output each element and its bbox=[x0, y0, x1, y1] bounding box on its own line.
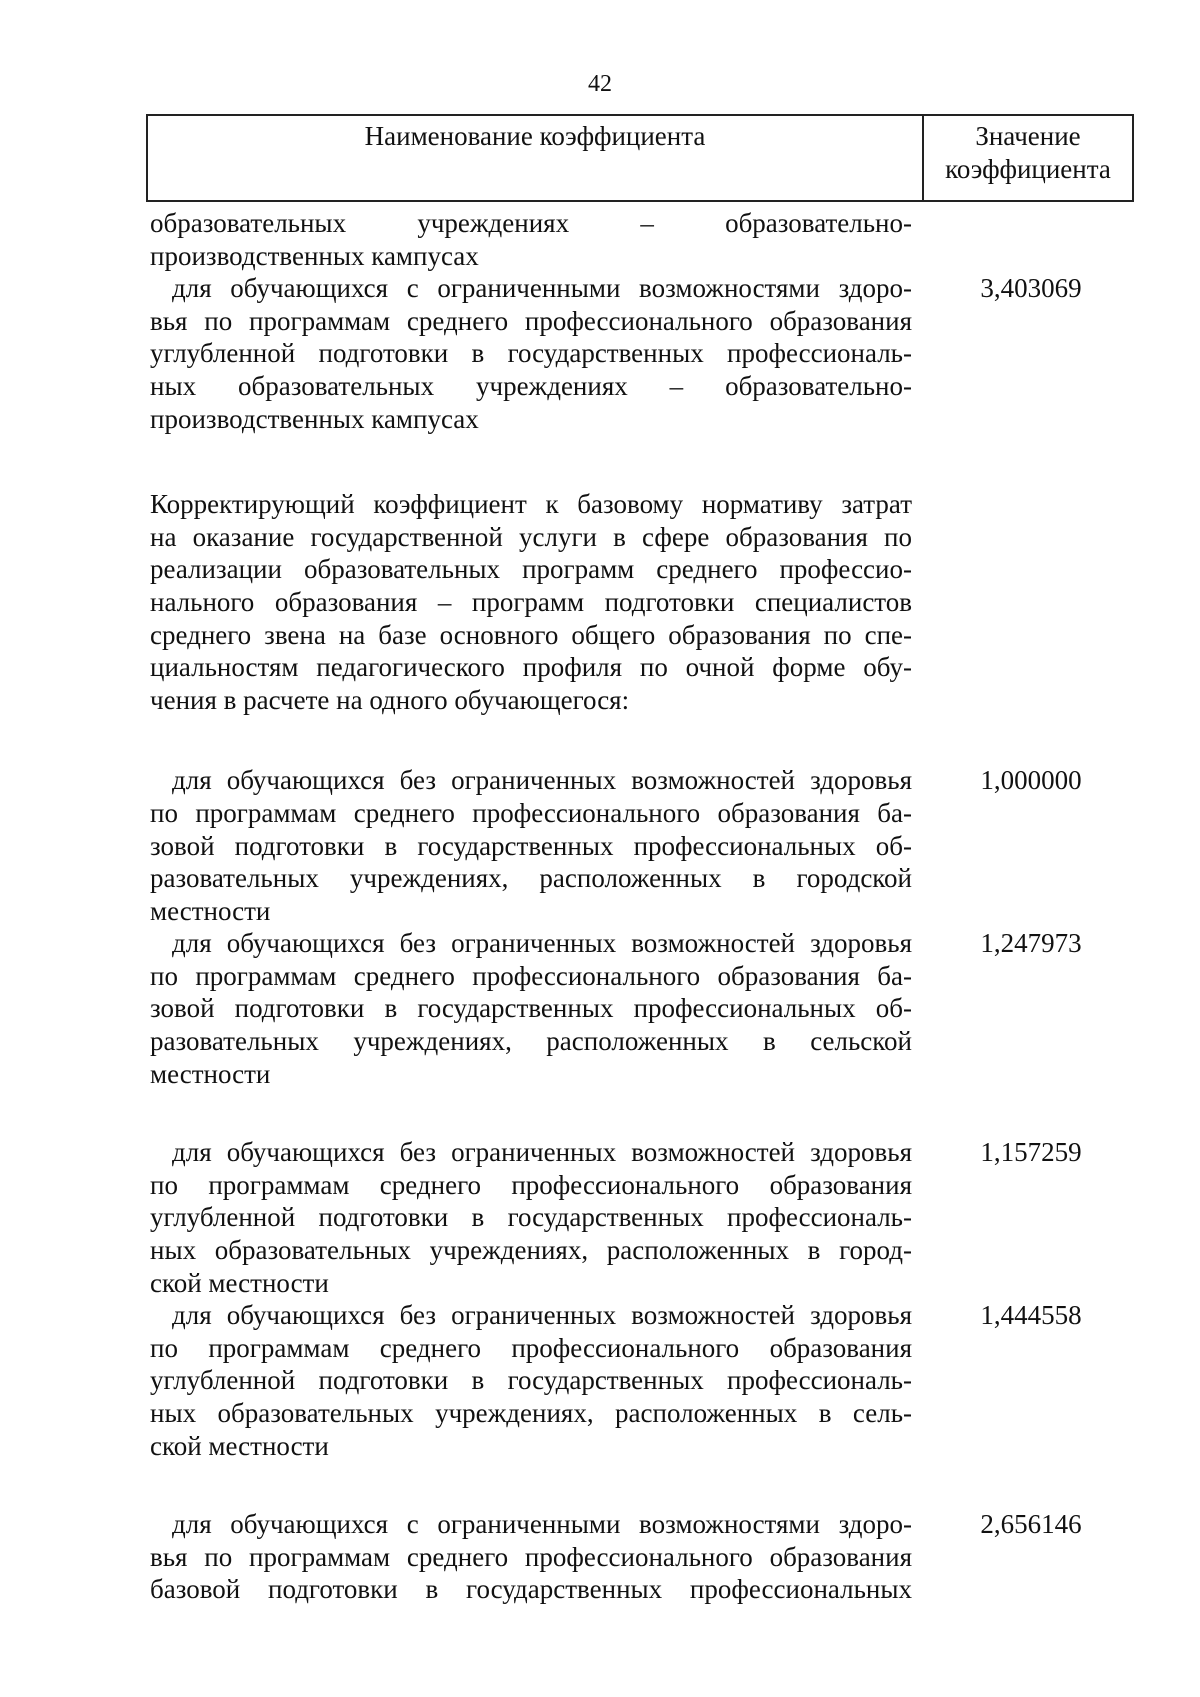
coefficient-value: 1,000000 bbox=[980, 765, 1082, 796]
name-line: ской местности bbox=[150, 1430, 329, 1461]
table-row bbox=[150, 927, 1150, 1090]
name-line: вья по программам среднего профессионального образования bbox=[150, 1541, 912, 1572]
coefficient-value: 3,403069 bbox=[980, 273, 1082, 304]
name-line: реализации образовательных программ среднего профессио- bbox=[150, 554, 912, 585]
name-line: циальностям педагогического профиля по очной форме обу- bbox=[150, 652, 912, 683]
name-line: местности bbox=[150, 1058, 271, 1089]
coefficient-name bbox=[150, 764, 912, 927]
table-body bbox=[150, 207, 1150, 1606]
name-line: ской местности bbox=[150, 1267, 329, 1298]
name-line: по программам среднего профессионального образования ба- bbox=[150, 797, 912, 828]
spacer bbox=[150, 1090, 1150, 1136]
table-row bbox=[150, 207, 1150, 272]
table-row bbox=[150, 1299, 1150, 1462]
name-line: зовой подготовки в государственных профессиональных об- bbox=[150, 993, 912, 1024]
coefficient-name bbox=[150, 927, 912, 1090]
table-row bbox=[150, 488, 1150, 716]
name-line: ных образовательных учреждениях – образовательно- bbox=[150, 370, 912, 401]
name-line: углубленной подготовки в государственных профессиональ- bbox=[150, 1365, 912, 1396]
name-line: вья по программам среднего профессионального образования bbox=[150, 305, 912, 336]
coefficient-value: 1,444558 bbox=[980, 1300, 1082, 1331]
page-number: 42 bbox=[588, 71, 612, 97]
name-line: среднего звена на базе основного общего образования по спе- bbox=[150, 619, 912, 650]
name-line: зовой подготовки в государственных профессиональных об- bbox=[150, 830, 912, 861]
header-value-line-1: Значение bbox=[975, 121, 1081, 151]
header-value-column bbox=[924, 116, 1132, 200]
name-line: для обучающихся с ограниченными возможностями здоро- bbox=[172, 1509, 912, 1540]
header-name-column: Наименование коэффициента bbox=[148, 116, 924, 200]
name-line: на оказание государственной услуги в сфере образования по bbox=[150, 521, 912, 552]
name-line: нального образования – программ подготовки специалистов bbox=[150, 586, 912, 617]
table-row bbox=[150, 764, 1150, 927]
table-row bbox=[150, 272, 1150, 435]
name-line: производственных кампусах bbox=[150, 240, 479, 271]
coefficient-name bbox=[150, 1299, 912, 1462]
name-line: Корректирующий коэффициент к базовому нормативу затрат bbox=[150, 489, 912, 520]
coefficient-name bbox=[150, 207, 912, 272]
spacer bbox=[150, 435, 1150, 488]
name-line: образовательных учреждениях – образовательно- bbox=[150, 208, 912, 238]
name-line: ных образовательных учреждениях, расположенных в сель- bbox=[150, 1398, 912, 1428]
name-line: разовательных учреждениях, расположенных в сельской bbox=[150, 1026, 912, 1057]
spacer bbox=[150, 1462, 1150, 1508]
name-line: ных образовательных учреждениях, расположенных в город- bbox=[150, 1235, 912, 1266]
name-line: для обучающихся без ограниченных возможностей здоровья bbox=[172, 1137, 912, 1168]
name-line: для обучающихся без ограниченных возможностей здоровья bbox=[172, 928, 912, 959]
name-line: по программам среднего профессионального образования bbox=[150, 1169, 912, 1200]
coefficient-value: 2,656146 bbox=[980, 1509, 1082, 1540]
name-line: для обучающихся без ограниченных возможностей здоровья bbox=[172, 1300, 912, 1331]
name-line: базовой подготовки в государственных профессиональных bbox=[150, 1574, 912, 1605]
name-line: производственных кампусах bbox=[150, 403, 479, 434]
coefficient-name bbox=[150, 1508, 912, 1606]
coefficient-name bbox=[150, 272, 912, 435]
coefficient-value: 1,157259 bbox=[980, 1137, 1082, 1168]
spacer bbox=[150, 716, 1150, 764]
table-row bbox=[150, 1508, 1150, 1606]
name-line: для обучающихся с ограниченными возможностями здоро- bbox=[172, 273, 912, 304]
table-header bbox=[146, 114, 1134, 202]
header-value-line-2: коэффициента bbox=[945, 154, 1111, 184]
name-line: углубленной подготовки в государственных профессиональ- bbox=[150, 1202, 912, 1233]
name-line: местности bbox=[150, 895, 271, 926]
name-line: углубленной подготовки в государственных профессиональ- bbox=[150, 338, 912, 369]
section-heading bbox=[150, 488, 912, 716]
name-line: для обучающихся без ограниченных возможностей здоровья bbox=[172, 765, 912, 796]
coefficient-name bbox=[150, 1136, 912, 1299]
name-line: по программам среднего профессионального образования ба- bbox=[150, 960, 912, 991]
name-line: разовательных учреждениях, расположенных в городской bbox=[150, 863, 912, 894]
name-line: чения в расчете на одного обучающегося: bbox=[150, 684, 630, 715]
name-line: по программам среднего профессионального образования bbox=[150, 1332, 912, 1363]
coefficient-value: 1,247973 bbox=[980, 928, 1082, 959]
table-row bbox=[150, 1136, 1150, 1299]
